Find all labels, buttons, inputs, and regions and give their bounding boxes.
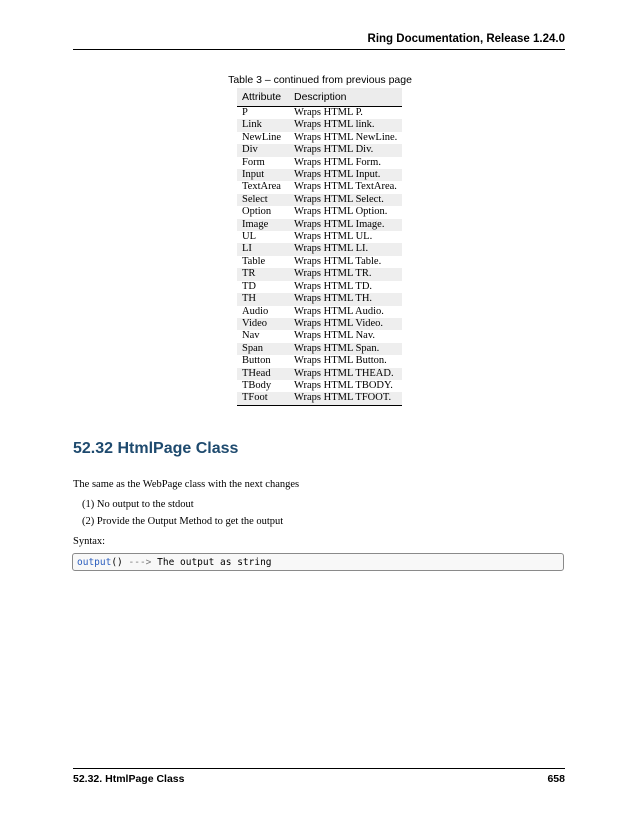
attribute-cell: Table <box>242 255 266 267</box>
description-cell: Wraps HTML THEAD. <box>289 368 402 380</box>
table-row <box>237 380 402 392</box>
code-comment: The output as string <box>157 557 272 568</box>
attribute-cell: THead <box>237 368 289 380</box>
attribute-cell: Span <box>237 343 289 355</box>
attribute-cell: Option <box>242 206 272 218</box>
attribute-cell: P <box>242 107 248 118</box>
description-cell: Wraps HTML Table. <box>294 255 382 267</box>
description-cell: Wraps HTML Option. <box>294 206 388 218</box>
description-cell: Wraps HTML Nav. <box>294 330 376 342</box>
table-row <box>237 293 402 305</box>
attribute-cell: Form <box>242 156 265 168</box>
table-row <box>237 318 402 330</box>
list-item <box>82 516 283 527</box>
table-row <box>237 169 402 181</box>
attribute-cell: Audio <box>242 305 269 317</box>
code-parens: () <box>111 557 123 568</box>
description-cell: Wraps HTML Select. <box>289 194 402 206</box>
description-cell: Wraps HTML Image. <box>289 219 402 231</box>
attribute-cell: Link <box>237 119 289 131</box>
list-item <box>82 499 194 510</box>
running-header: Ring Documentation, Release 1.24.0 <box>367 33 565 45</box>
code-block <box>72 553 564 571</box>
attribute-cell: TH <box>237 293 289 305</box>
attribute-cell: TR <box>237 268 289 280</box>
description-cell: Wraps HTML TBODY. <box>294 379 393 391</box>
description-cell: Wraps HTML Video. <box>289 318 402 330</box>
description-cell: Wraps HTML TFOOT. <box>289 392 402 405</box>
footer-rule <box>73 768 565 769</box>
attribute-cell: Image <box>237 219 289 231</box>
attribute-cell: UL <box>242 231 256 243</box>
table-row <box>237 194 402 206</box>
description-cell: Wraps HTML Button. <box>294 355 387 367</box>
column-header-description: Description <box>289 88 402 107</box>
table-row <box>237 206 402 218</box>
table-row <box>237 107 402 120</box>
description-cell: Wraps HTML Span. <box>289 343 402 355</box>
syntax-label: Syntax: <box>73 536 106 547</box>
description-cell: Wraps HTML TH. <box>289 293 402 305</box>
table-row <box>237 306 402 318</box>
description-cell: Wraps HTML NewLine. <box>294 131 398 143</box>
list-text: No output to the stdout <box>96 499 194 510</box>
table-row <box>237 268 402 280</box>
footer-section-name: 52.32. HtmlPage Class <box>73 773 185 785</box>
attribute-cell: Button <box>242 355 271 367</box>
attribute-cell: Nav <box>242 330 260 342</box>
table-row <box>237 392 402 405</box>
header-rule <box>73 49 565 50</box>
intro-paragraph: The same as the WebPage class with the next changes <box>73 479 300 490</box>
attribute-table <box>237 88 402 406</box>
table-row <box>237 368 402 380</box>
table-header-row <box>237 88 402 107</box>
table-row <box>237 256 402 268</box>
table-body <box>237 107 402 406</box>
attribute-cell: Div <box>237 144 289 156</box>
table-row <box>237 157 402 169</box>
description-cell: Wraps HTML TD. <box>294 280 373 292</box>
description-cell: Wraps HTML Input. <box>289 169 402 181</box>
table-row <box>237 330 402 342</box>
attribute-cell: TFoot <box>237 392 289 405</box>
table-row <box>237 355 402 367</box>
description-cell: Wraps HTML link. <box>289 119 402 131</box>
list-text: Provide the Output Method to get the output <box>96 516 284 527</box>
table-row <box>237 132 402 144</box>
description-cell: Wraps HTML P. <box>294 107 363 118</box>
table-row <box>237 219 402 231</box>
attribute-cell: TBody <box>242 379 272 391</box>
attribute-cell: Input <box>237 169 289 181</box>
table-row <box>237 243 402 255</box>
column-header-attribute: Attribute <box>237 88 289 107</box>
description-cell: Wraps HTML TR. <box>289 268 402 280</box>
description-cell: Wraps HTML Audio. <box>294 305 384 317</box>
table-row <box>237 231 402 243</box>
description-cell: Wraps HTML Form. <box>294 156 381 168</box>
attribute-cell: Select <box>237 194 289 206</box>
table-row <box>237 119 402 131</box>
list-marker: (2) <box>82 516 95 527</box>
code-function-name: output <box>77 557 112 568</box>
description-cell: Wraps HTML LI. <box>289 243 402 255</box>
code-arrow: ---> <box>128 557 152 568</box>
list-marker: (1) <box>82 499 95 510</box>
section-title: 52.32 HtmlPage Class <box>73 440 239 457</box>
attribute-cell: TextArea <box>242 181 281 193</box>
attribute-cell: TD <box>242 280 256 292</box>
description-cell: Wraps HTML UL. <box>294 231 373 243</box>
table-caption: Table 3 – continued from previous page <box>228 74 412 86</box>
table-row <box>237 343 402 355</box>
table-row <box>237 181 402 193</box>
table-row <box>237 144 402 156</box>
description-cell: Wraps HTML TextArea. <box>294 181 397 193</box>
attribute-cell: Video <box>237 318 289 330</box>
table-row <box>237 281 402 293</box>
attribute-cell: NewLine <box>242 131 282 143</box>
page-number: 658 <box>547 773 565 785</box>
attribute-cell: LI <box>237 243 289 255</box>
description-cell: Wraps HTML Div. <box>289 144 402 156</box>
